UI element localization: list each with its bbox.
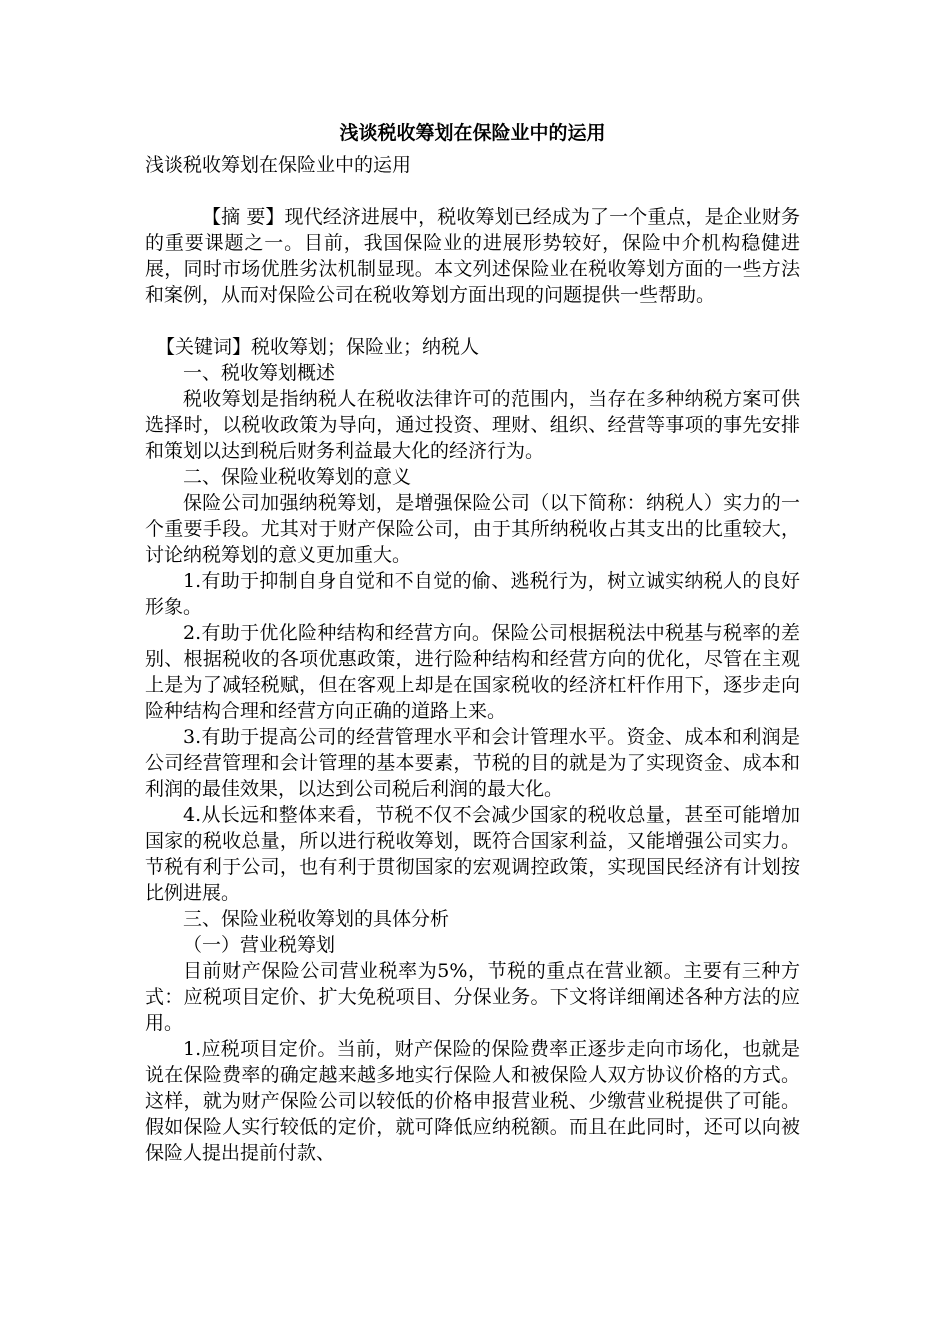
document-title: 浅谈税收筹划在保险业中的运用 xyxy=(339,122,606,144)
section-heading: 二、保险业税收筹划的意义 xyxy=(183,466,412,488)
section-heading: 三、保险业税收筹划的具体分析 xyxy=(183,908,450,930)
list-item-paragraph: 1.有助于抑制自身自觉和不自觉的偷、逃税行为，树立诚实纳税人的良好形象。 xyxy=(145,570,800,618)
body-paragraph: 保险公司加强纳税筹划，是增强保险公司（以下简称：纳税人）实力的一个重要手段。尤其对于财产保险公司，由于其所纳税收占其支出的比重较大，讨论纳税筹划的意义更加重大。 xyxy=(145,492,800,566)
body-paragraph: 税收筹划是指纳税人在税收法律许可的范围内，当存在多种纳税方案可供选择时，以税收政策为导向，通过投资、理财、组织、经营等事项的事先安排和策划以达到税后财务利益最大化的经济行为。 xyxy=(145,388,800,462)
document-page xyxy=(145,118,800,1166)
body-paragraph: 目前财产保险公司营业税率为5%，节税的重点在营业额。主要有三种方式：应税项目定价、扩大免税项目、分保业务。下文将详细阐述各种方法的应用。 xyxy=(145,960,800,1034)
keywords-line: 【关键词】税收筹划；保险业；纳税人 xyxy=(156,336,480,358)
list-item-paragraph: 2.有助于优化险种结构和经营方向。保险公司根据税法中税基与税率的差别、根据税收的各项优惠政策，进行险种结构和经营方向的优化，尽管在主观上是为了减轻税赋，但在客观上却是在国家税收的经济杠杆作用下，逐步走向险种结构合理和经营方向正确的道路上来。 xyxy=(145,622,800,722)
subsection-heading: （一）营业税筹划 xyxy=(183,934,336,956)
list-item-paragraph: 4.从长远和整体来看，节税不仅不会减少国家的税收总量，甚至可能增加国家的税收总量，所以进行税收筹划，既符合国家利益，又能增强公司实力。节税有利于公司，也有利于贯彻国家的宏观调控政策，实现国民经济有计划按比例进展。 xyxy=(145,804,800,904)
section-heading: 一、税收筹划概述 xyxy=(183,362,336,384)
abstract-paragraph: 【摘 要】现代经济进展中，税收筹划已经成为了一个重点，是企业财务的重要课题之一。目前，我国保险业的进展形势较好，保险中介机构稳健进展，同时市场优胜劣汰机制显现。本文列述保险业在税收筹划方面的一些方法和案例，从而对保险公司在税收筹划方面出现的问题提供一些帮助。 xyxy=(145,206,800,306)
document-subtitle: 浅谈税收筹划在保险业中的运用 xyxy=(145,154,412,176)
list-item-paragraph: 1.应税项目定价。当前，财产保险的保险费率正逐步走向市场化，也就是说在保险费率的确定越来越多地实行保险人和被保险人双方协议价格的方式。这样，就为财产保险公司以较低的价格申报营业税、少缴营业税提供了可能。假如保险人实行较低的定价，就可降低应纳税额。而且在此同时，还可以向被保险人提出提前付款、 xyxy=(145,1038,800,1164)
list-item-paragraph: 3.有助于提高公司的经营管理水平和会计管理水平。资金、成本和利润是公司经营管理和会计管理的基本要素，节税的目的就是为了实现资金、成本和利润的最佳效果，以达到公司税后利润的最大化。 xyxy=(145,726,800,800)
